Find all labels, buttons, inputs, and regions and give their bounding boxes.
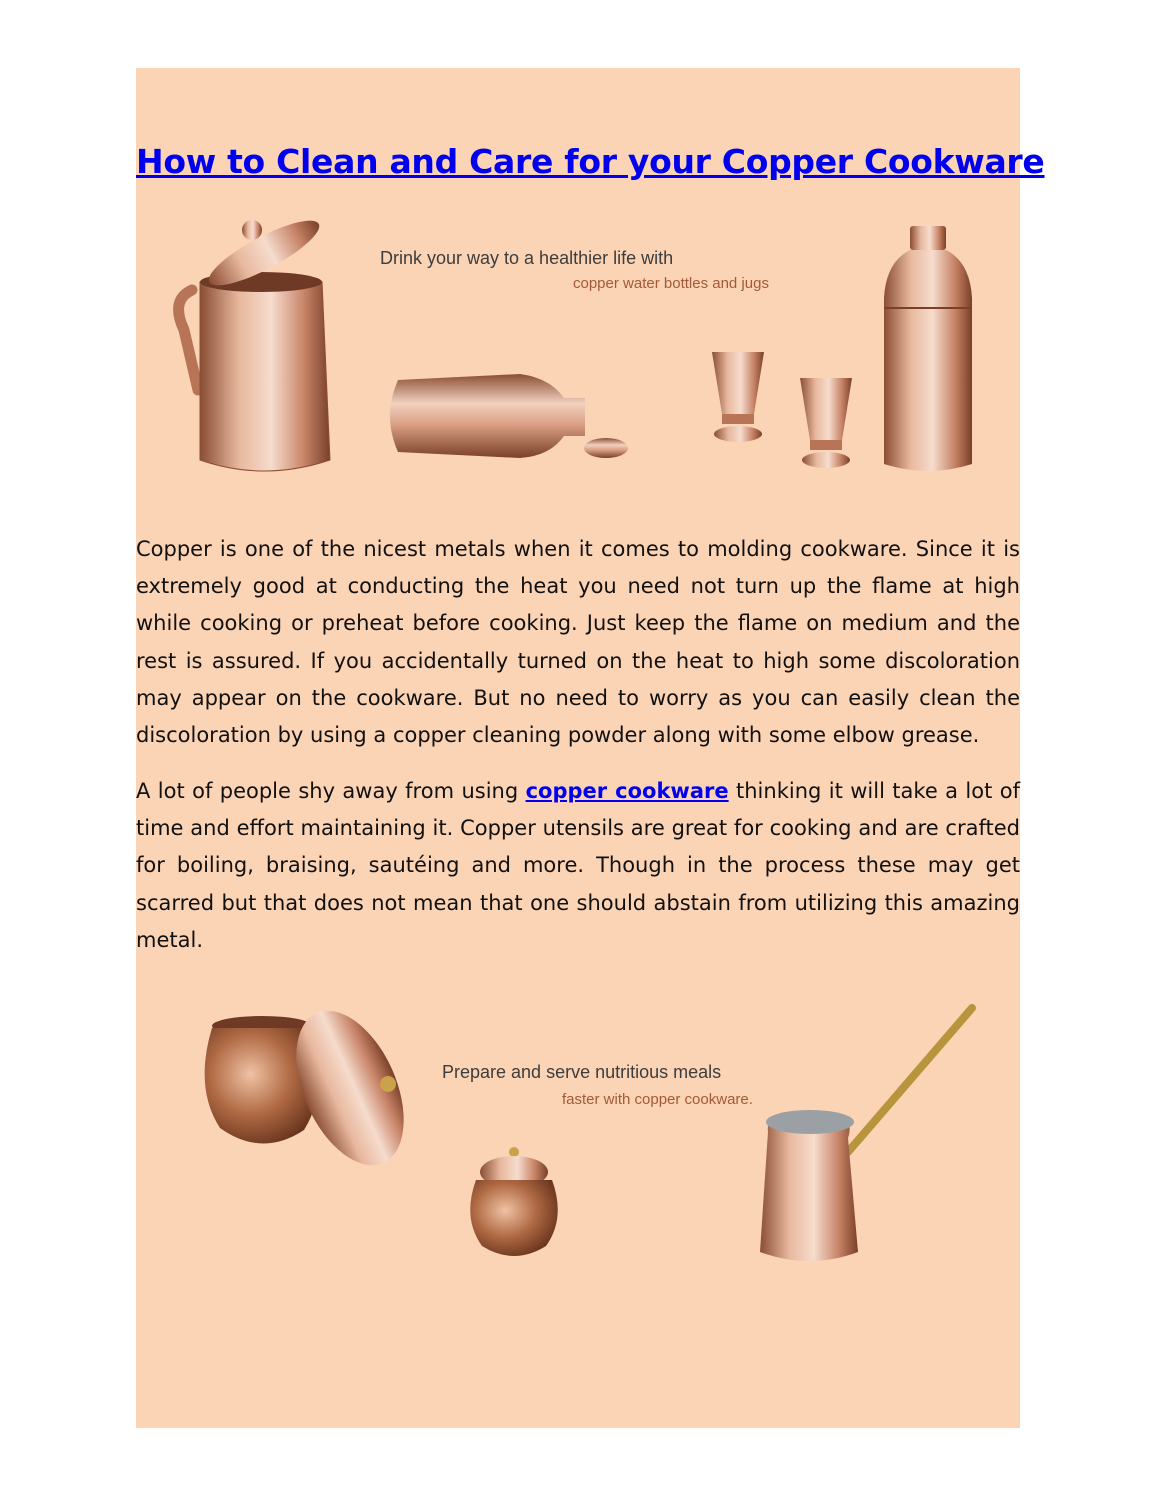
copper-tumbler-image [708, 348, 768, 444]
copper-small-pot-image [466, 1146, 562, 1262]
banner2-caption-line1: Prepare and serve nutritious meals [442, 1062, 722, 1082]
document-page [136, 68, 1045, 1428]
paragraph2-text-after: thinking it will take a lot of time and effort maintaining it. Copper utensils are great for cooking and are crafted for boiling, braising, sautéing and more. Though in the process these may get scarred but that does not mean that one should abstain from utilizing this amazing metal. [136, 779, 1020, 952]
page-title-link[interactable]: How to Clean and Care for your Copper Cookware [136, 142, 1045, 181]
paragraph-copper-intro: Copper is one of the nicest metals when it comes to molding cookware. Since it is extremely good at conducting the heat you need not turn up the flame at high while cooking or preheat before cooking. Just keep the flame on medium and the rest is assured. If you accidentally turned on the heat to high some discoloration may appear on the cookware. But no need to worry as you can easily clean the discoloration by using a copper cleaning powder along with some elbow grease. [136, 537, 1020, 748]
copper-pot-with-lid-image [200, 1008, 420, 1178]
banner1-caption-line1: Drink your way to a healthier life with [380, 248, 674, 268]
copper-bottle-lying-image [380, 368, 632, 478]
copper-bottle-standing-image [880, 226, 976, 476]
copper-jug-image [172, 220, 342, 482]
paragraph2-text-before: A lot of people shy away from using [136, 779, 526, 803]
copper-coffee-pot-image [752, 1002, 982, 1268]
copper-cookware-link[interactable]: copper cookware [525, 779, 729, 803]
paragraph-copper-maintenance [136, 773, 1020, 959]
banner1-caption-line2: copper water bottles and jugs [573, 275, 769, 292]
copper-tumbler-image-2 [796, 374, 856, 470]
banner2-caption-line2: faster with copper cookware. [562, 1091, 753, 1108]
